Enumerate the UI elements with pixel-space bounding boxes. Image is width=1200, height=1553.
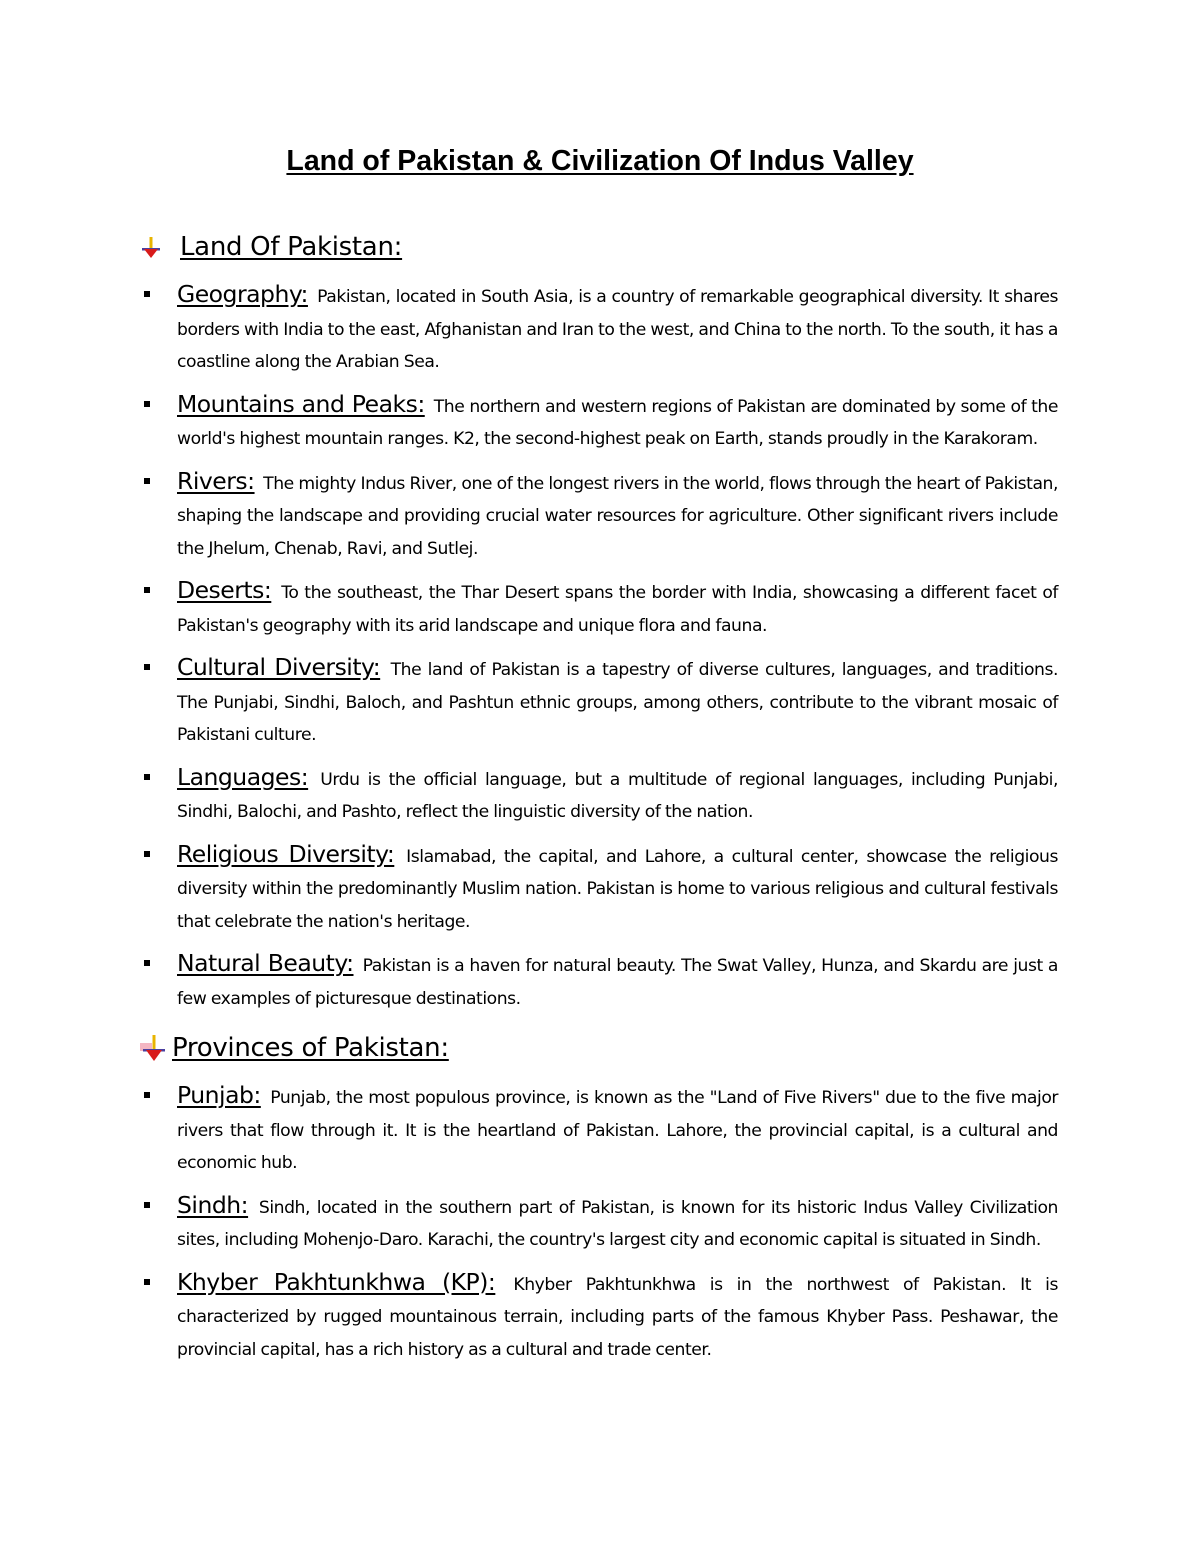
square-bullet-icon — [144, 291, 150, 297]
item-text: The northern and western regions of Pakistan are dominated by some of the world's highest mountain ranges. K2, the second-highest peak on Earth, stands proudly in the Karakoram. — [177, 396, 1058, 449]
list-item — [0, 465, 1058, 566]
item-term: Rivers: — [177, 466, 255, 495]
item-term: Deserts: — [177, 576, 272, 604]
list-item — [0, 574, 1058, 642]
item-text: Pakistan is a haven for natural beauty. The Swat Valley, Hunza, and Skardu are just a few examples of picturesque destinations. — [177, 956, 1058, 1009]
item-text: Urdu is the official language, but a multitude of regional languages, including Punjabi, Sindhi, Balochi, and Pashto, reflect the linguistic diversity of the nation. — [177, 769, 1058, 822]
list-item — [0, 388, 1058, 456]
down-arrow-bullet-icon — [140, 235, 162, 259]
item-text: Khyber Pakhtunkhwa is in the northwest of Pakistan. It is characterized by rugged mountainous terrain, including parts of the famous Khyber Pass. Peshawar, the provincial capital, has a rich history as a cultural and trade center. — [177, 1274, 1059, 1360]
item-text: To the southeast, the Thar Desert spans the border with India, showcasing a different facet of Pakistan's geography with its arid landscape and unique flora and fauna. — [177, 583, 1058, 636]
item-term: Punjab: — [177, 1081, 261, 1109]
square-bullet-icon — [144, 851, 150, 857]
list-item — [0, 278, 1058, 379]
list-item — [0, 1189, 1058, 1257]
list-item — [0, 947, 1058, 1015]
item-text: Sindh, located in the southern part of Pakistan, is known for its historic Indus Valley Civilization sites, including Mohenjo-Daro. Karachi, the country's largest city and economic capital is situated in Sindh. — [177, 1197, 1058, 1250]
down-arrow-bullet-icon — [140, 1034, 168, 1062]
item-term: Geography: — [177, 280, 308, 308]
list-item — [0, 1266, 1058, 1367]
section-heading-text: Land Of Pakistan: — [180, 232, 403, 262]
item-term: Languages: — [177, 762, 309, 791]
section-heading-provinces — [140, 1033, 449, 1063]
list-item — [0, 761, 1058, 829]
item-text: The mighty Indus River, one of the longest rivers in the world, flows through the heart of Pakistan, shaping the landscape and providing crucial water resources for agriculture. Other significant rivers include the Jhelum, Chenab, Ravi, and Sutlej. — [177, 473, 1058, 559]
square-bullet-icon — [144, 478, 150, 484]
land-items-list — [0, 278, 1200, 1024]
item-text: Islamabad, the capital, and Lahore, a cultural center, showcase the religious diversity within the predominantly Muslim nation. Pakistan is home to various religious and cultural festivals that celebrate the nation's heritage. — [177, 846, 1058, 932]
square-bullet-icon — [144, 587, 150, 593]
square-bullet-icon — [144, 1279, 150, 1285]
square-bullet-icon — [144, 960, 150, 966]
item-text: Punjab, the most populous province, is known as the "Land of Five Rivers" due to the five major rivers that flow through it. It is the heartland of Pakistan. Lahore, the provincial capital, is a cultural and economic hub. — [177, 1088, 1059, 1173]
square-bullet-icon — [144, 401, 150, 407]
section-heading-text: Provinces of Pakistan: — [172, 1033, 449, 1063]
list-item — [0, 838, 1058, 939]
square-bullet-icon — [144, 1092, 150, 1098]
section-heading-land — [140, 232, 402, 262]
item-text: Pakistan, located in South Asia, is a country of remarkable geographical diversity. It shares borders with India to the east, Afghanistan and Iran to the west, and China to the north. To the south, it has a coastline along the Arabian Sea. — [177, 287, 1059, 372]
square-bullet-icon — [144, 774, 150, 780]
document-title: Land of Pakistan & Civilization Of Indus Valley — [286, 145, 914, 177]
list-item — [0, 651, 1058, 752]
item-term: Khyber Pakhtunkhwa (KP): — [177, 1267, 496, 1296]
item-term: Religious Diversity: — [177, 839, 395, 868]
item-term: Mountains and Peaks: — [177, 389, 425, 418]
item-term: Cultural Diversity: — [177, 653, 381, 681]
square-bullet-icon — [144, 1202, 150, 1208]
square-bullet-icon — [144, 664, 150, 670]
item-term: Natural Beauty: — [177, 949, 354, 977]
provinces-items-list — [0, 1079, 1200, 1375]
list-item — [0, 1079, 1058, 1180]
item-term: Sindh: — [177, 1190, 249, 1219]
item-text: The land of Pakistan is a tapestry of diverse cultures, languages, and traditions. The Punjabi, Sindhi, Baloch, and Pashtun ethnic groups, among others, contribute to the vibrant mosaic of Pakistani culture. — [177, 660, 1058, 745]
